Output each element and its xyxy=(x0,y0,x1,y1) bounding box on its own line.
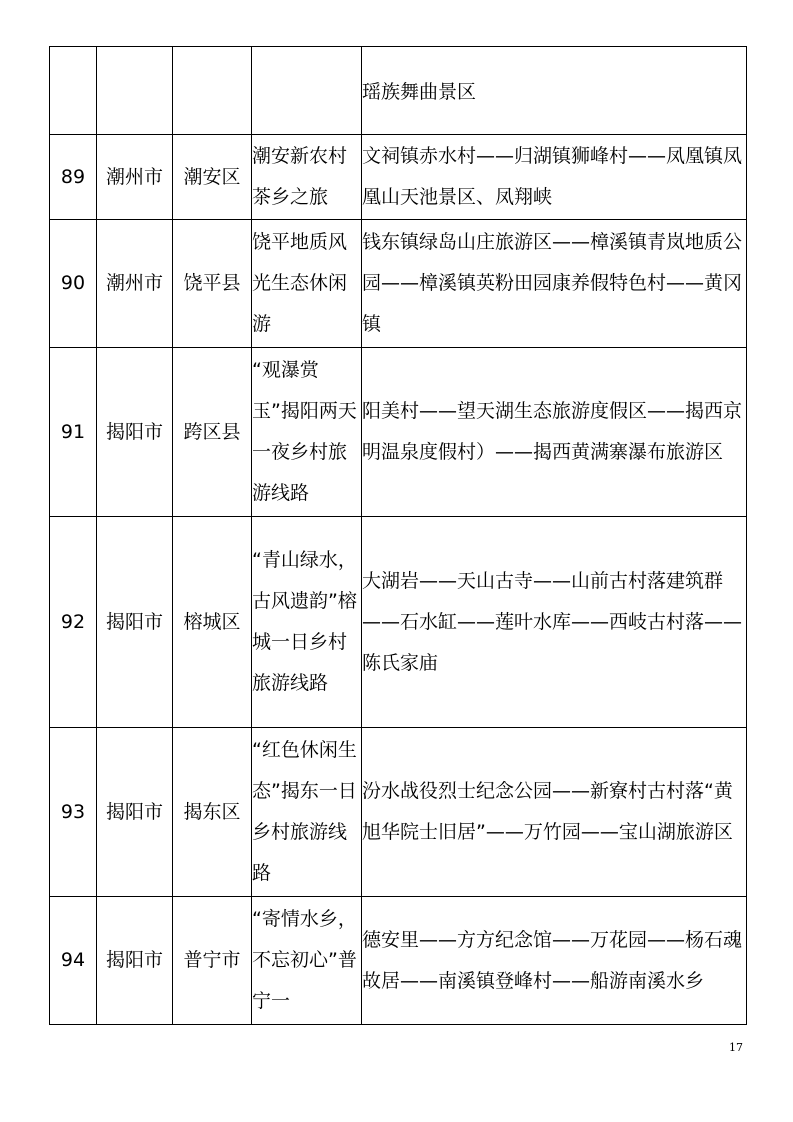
table-row xyxy=(50,728,747,897)
row-number xyxy=(50,47,97,135)
route-stops-cell xyxy=(362,897,747,1025)
route-name-cell xyxy=(252,897,362,1025)
row-number: 92 xyxy=(50,517,97,728)
route-name-text: 潮安新农村茶乡之旅 xyxy=(252,145,348,208)
district-cell: 榕城区 xyxy=(173,517,252,728)
table-row xyxy=(50,517,747,728)
city-cell: 揭阳市 xyxy=(97,728,173,897)
route-name-cell xyxy=(252,220,362,348)
route-name-text: “观瀑赏玉”揭阳两天一夜乡村旅游线路 xyxy=(252,359,357,504)
table-row xyxy=(50,47,747,135)
city-cell: 揭阳市 xyxy=(97,348,173,517)
route-stops-cell xyxy=(362,348,747,517)
route-name-text: “青山绿水，古风遗韵”榕城一日乡村旅游线路 xyxy=(252,549,357,694)
city-cell: 揭阳市 xyxy=(97,897,173,1025)
route-stops-text: 钱东镇绿岛山庄旅游区——樟溪镇青岚地质公园——樟溪镇英粉田园康养假特色村——黄冈镇 xyxy=(362,231,743,335)
row-number: 91 xyxy=(50,348,97,517)
table-row xyxy=(50,220,747,348)
route-stops-text: 瑶族舞曲景区 xyxy=(362,81,477,103)
district-cell: 饶平县 xyxy=(173,220,252,348)
route-stops-text: 汾水战役烈士纪念公园——新寮村古村落“黄旭华院士旧居”——万竹园——宝山湖旅游区 xyxy=(362,780,733,843)
district-cell: 揭东区 xyxy=(173,728,252,897)
district-cell: 普宁市 xyxy=(173,897,252,1025)
district-cell: 潮安区 xyxy=(173,135,252,220)
tourism-route-table xyxy=(49,46,747,1025)
row-number: 89 xyxy=(50,135,97,220)
route-name-text: “寄情水乡，不忘初心”普宁一 xyxy=(252,908,357,1012)
route-stops-text: 德安里——方方纪念馆——万花园——杨石魂故居——南溪镇登峰村——船游南溪水乡 xyxy=(362,928,743,992)
row-number: 90 xyxy=(50,220,97,348)
city-cell xyxy=(97,47,173,135)
route-stops-cell xyxy=(362,517,747,728)
district-cell: 跨区县 xyxy=(173,348,252,517)
route-name-cell xyxy=(252,348,362,517)
route-name-cell xyxy=(252,47,362,135)
route-stops-cell xyxy=(362,220,747,348)
route-stops-text: 文祠镇赤水村——归湖镇狮峰村——凤凰镇凤凰山天池景区、凤翔峡 xyxy=(362,145,743,208)
route-name-cell xyxy=(252,517,362,728)
district-cell xyxy=(173,47,252,135)
route-name-cell xyxy=(252,728,362,897)
route-stops-cell xyxy=(362,47,747,135)
route-stops-cell xyxy=(362,135,747,220)
page-number: 17 xyxy=(729,1041,743,1054)
route-stops-text: 大湖岩——天山古寺——山前古村落建筑群——石水缸——莲叶水库——西岐古村落——陈氏家庙 xyxy=(362,569,743,674)
route-name-cell xyxy=(252,135,362,220)
city-cell: 揭阳市 xyxy=(97,517,173,728)
table-row xyxy=(50,897,747,1025)
route-name-text: “红色休闲生态”揭东一日乡村旅游线路 xyxy=(252,739,357,884)
city-cell: 潮州市 xyxy=(97,135,173,220)
row-number: 93 xyxy=(50,728,97,897)
row-number: 94 xyxy=(50,897,97,1025)
city-cell: 潮州市 xyxy=(97,220,173,348)
route-stops-text: 阳美村——望天湖生态旅游度假区——揭西京明温泉度假村）——揭西黄满寨瀑布旅游区 xyxy=(362,400,743,463)
route-name-text: 饶平地质风光生态休闲游 xyxy=(252,231,348,335)
table-row xyxy=(50,135,747,220)
route-stops-cell xyxy=(362,728,747,897)
table-row xyxy=(50,348,747,517)
